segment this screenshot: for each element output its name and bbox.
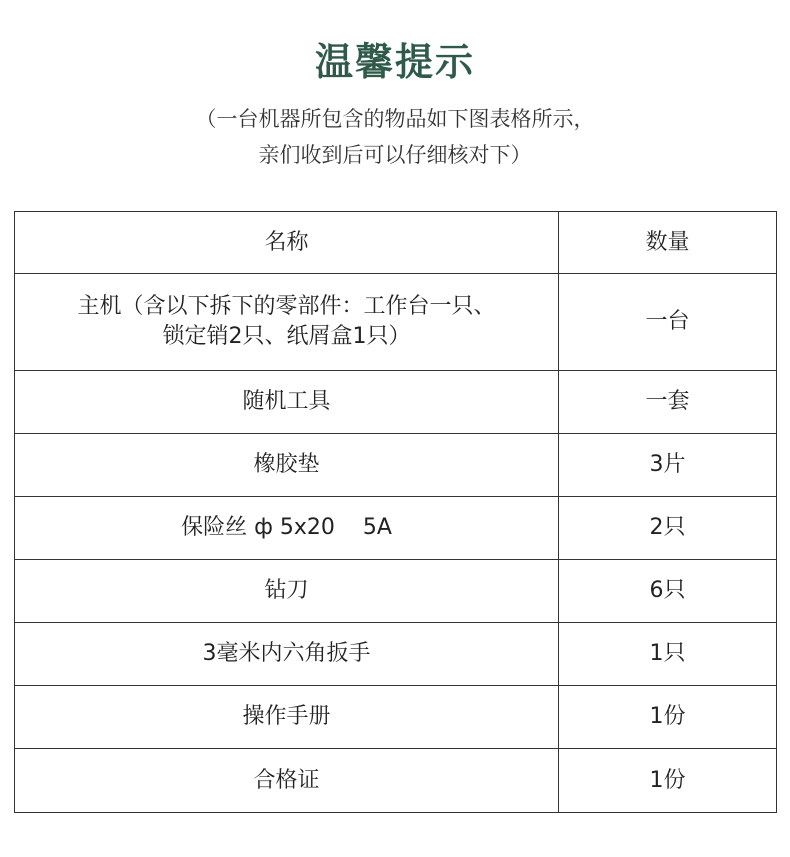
table-header-row	[15, 212, 777, 274]
item-name: 3毫米内六角扳手	[15, 623, 559, 686]
table-row	[15, 686, 777, 749]
item-name: 钻刀	[15, 560, 559, 623]
table-row	[15, 434, 777, 497]
item-quantity: 一台	[559, 274, 777, 371]
item-quantity: 一套	[559, 371, 777, 434]
item-name: 橡胶垫	[15, 434, 559, 497]
item-name: 主机（含以下拆下的零部件：工作台一只、 锁定销2只、纸屑盒1只）	[15, 274, 559, 371]
subtitle-line-1: （一台机器所包含的物品如下图表格所示，	[195, 107, 595, 131]
header-name: 名称	[15, 212, 559, 274]
item-quantity: 1份	[559, 686, 777, 749]
table-row	[15, 274, 777, 371]
contents-table	[14, 211, 777, 813]
table-row	[15, 749, 777, 813]
subtitle-line-2: 亲们收到后可以仔细核对下）	[258, 143, 532, 167]
item-quantity: 1份	[559, 749, 777, 813]
item-name: 合格证	[15, 749, 559, 813]
item-name: 操作手册	[15, 686, 559, 749]
item-quantity: 1只	[559, 623, 777, 686]
item-name: 保险丝 ф 5x20 5A	[15, 497, 559, 560]
item-name: 随机工具	[15, 371, 559, 434]
item-quantity: 3片	[559, 434, 777, 497]
table-row	[15, 560, 777, 623]
page-title: 温馨提示	[314, 40, 475, 84]
item-quantity: 6只	[559, 560, 777, 623]
item-quantity: 2只	[559, 497, 777, 560]
table-row	[15, 371, 777, 434]
table-row	[15, 623, 777, 686]
table-row	[15, 497, 777, 560]
header-quantity: 数量	[559, 212, 777, 274]
